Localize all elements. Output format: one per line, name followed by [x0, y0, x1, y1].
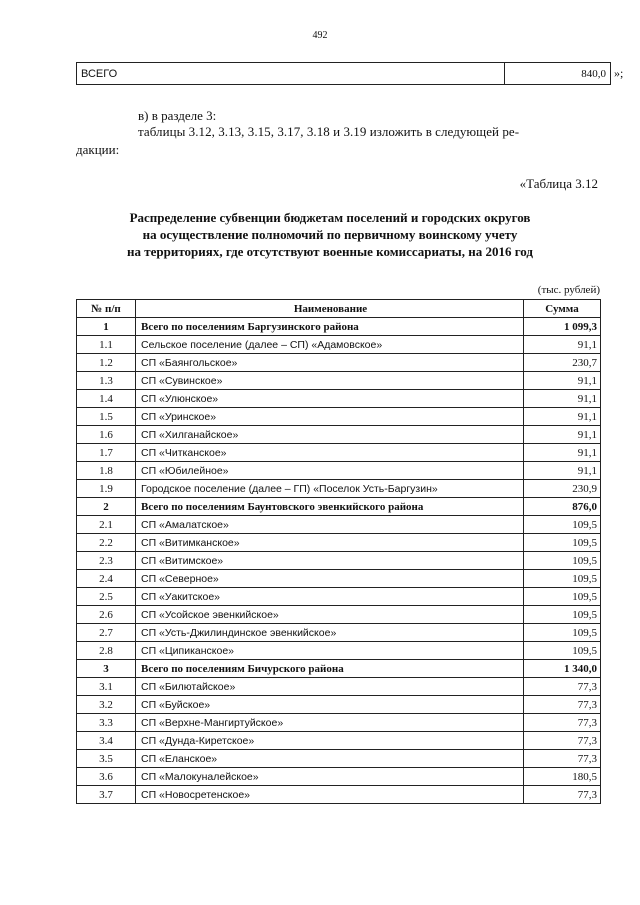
row-number: 1.7	[77, 444, 136, 462]
row-name: СП «Ципиканское»	[136, 642, 524, 660]
table-row	[77, 516, 601, 534]
row-number: 2.4	[77, 570, 136, 588]
row-number: 1.4	[77, 390, 136, 408]
row-number: 3	[77, 660, 136, 678]
row-number: 2.6	[77, 606, 136, 624]
table-row	[77, 786, 601, 804]
row-number: 1.5	[77, 408, 136, 426]
row-name: СП «Витимское»	[136, 552, 524, 570]
table-row	[77, 606, 601, 624]
row-number: 3.4	[77, 732, 136, 750]
row-number: 1.8	[77, 462, 136, 480]
row-sum: 91,1	[524, 444, 601, 462]
table-row	[77, 480, 601, 498]
row-sum: 109,5	[524, 570, 601, 588]
row-number: 2.3	[77, 552, 136, 570]
table-row	[77, 426, 601, 444]
row-name: СП «Сувинское»	[136, 372, 524, 390]
row-name: СП «Усойское эвенкийское»	[136, 606, 524, 624]
row-name: СП «Витимканское»	[136, 534, 524, 552]
row-sum: 91,1	[524, 462, 601, 480]
row-number: 2.7	[77, 624, 136, 642]
row-sum: 109,5	[524, 516, 601, 534]
row-sum: 77,3	[524, 714, 601, 732]
row-sum: 91,1	[524, 408, 601, 426]
row-sum: 77,3	[524, 750, 601, 768]
table-row	[77, 624, 601, 642]
table-row	[77, 732, 601, 750]
header-name: Наименование	[136, 300, 524, 318]
table-reference: «Таблица 3.12	[519, 176, 598, 191]
table-row	[77, 696, 601, 714]
row-sum: 109,5	[524, 588, 601, 606]
table-row	[77, 552, 601, 570]
row-name: СП «Амалатское»	[136, 516, 524, 534]
row-number: 1.9	[77, 480, 136, 498]
row-name: Всего по поселениям Бичурского района	[136, 660, 524, 678]
units-label: (тыс. рублей)	[537, 284, 600, 296]
row-sum: 109,5	[524, 606, 601, 624]
row-sum: 230,7	[524, 354, 601, 372]
table-row	[77, 714, 601, 732]
row-number: 3.5	[77, 750, 136, 768]
table-title	[80, 209, 580, 260]
row-number: 3.6	[77, 768, 136, 786]
paragraph-line-2: таблицы 3.12, 3.13, 3.15, 3.17, 3.18 и 3.19 изложить в следующей ре-	[138, 124, 520, 139]
row-sum: 91,1	[524, 390, 601, 408]
table-row	[77, 408, 601, 426]
table-row	[77, 534, 601, 552]
header-number: № п/п	[77, 300, 136, 318]
row-name: Сельское поселение (далее – СП) «Адамовское»	[136, 336, 524, 354]
row-name: СП «Дунда-Киретское»	[136, 732, 524, 750]
title-line-1: Распределение субвенции бюджетам поселений и городских округов	[129, 210, 531, 225]
row-sum: 77,3	[524, 732, 601, 750]
total-table	[76, 62, 611, 85]
row-name: СП «Юбилейное»	[136, 462, 524, 480]
row-name: СП «Северное»	[136, 570, 524, 588]
table-row	[77, 372, 601, 390]
row-number: 2.2	[77, 534, 136, 552]
table-body	[77, 318, 601, 804]
total-row	[77, 63, 611, 85]
row-name: Всего по поселениям Баргузинского района	[136, 318, 524, 336]
table-group-row	[77, 660, 601, 678]
row-sum: 91,1	[524, 426, 601, 444]
total-suffix: »;	[614, 66, 624, 80]
row-number: 1.1	[77, 336, 136, 354]
row-number: 2.8	[77, 642, 136, 660]
row-name: СП «Баянгольское»	[136, 354, 524, 372]
row-name: СП «Верхне-Мангиртуйское»	[136, 714, 524, 732]
row-number: 1.6	[77, 426, 136, 444]
total-label: ВСЕГО	[77, 63, 505, 85]
row-name: Всего по поселениям Баунтовского эвенкийского района	[136, 498, 524, 516]
row-name: СП «Улюнское»	[136, 390, 524, 408]
row-name: СП «Буйское»	[136, 696, 524, 714]
table-row	[77, 768, 601, 786]
table-group-row	[77, 318, 601, 336]
row-sum: 91,1	[524, 336, 601, 354]
row-number: 1.3	[77, 372, 136, 390]
row-name: СП «Новосретенское»	[136, 786, 524, 804]
row-number: 2.5	[77, 588, 136, 606]
row-number: 3.7	[77, 786, 136, 804]
table-row	[77, 444, 601, 462]
row-name: СП «Усть-Джилиндинское эвенкийское»	[136, 624, 524, 642]
row-sum: 180,5	[524, 768, 601, 786]
table-row	[77, 390, 601, 408]
table-row	[77, 750, 601, 768]
paragraph-line-1: в) в разделе 3:	[138, 108, 217, 123]
page-number: 492	[312, 30, 328, 41]
row-number: 3.2	[77, 696, 136, 714]
row-number: 3.1	[77, 678, 136, 696]
title-line-3: на территориях, где отсутствуют военные комиссариаты, на 2016 год	[127, 244, 533, 259]
table-row	[77, 570, 601, 588]
row-name: СП «Уринское»	[136, 408, 524, 426]
row-name: СП «Хилганайское»	[136, 426, 524, 444]
table-row	[77, 678, 601, 696]
paragraph-line-3: дакции:	[76, 142, 120, 157]
row-name: СП «Уакитское»	[136, 588, 524, 606]
row-number: 1.2	[77, 354, 136, 372]
row-number: 2.1	[77, 516, 136, 534]
subvention-table	[76, 299, 601, 804]
table-row	[77, 354, 601, 372]
row-sum: 77,3	[524, 696, 601, 714]
table-group-row	[77, 498, 601, 516]
row-name: СП «Малокуналейское»	[136, 768, 524, 786]
table-row	[77, 462, 601, 480]
table-row	[77, 336, 601, 354]
row-number: 1	[77, 318, 136, 336]
header-sum: Сумма	[524, 300, 601, 318]
row-sum: 109,5	[524, 552, 601, 570]
row-sum: 77,3	[524, 786, 601, 804]
row-sum: 230,9	[524, 480, 601, 498]
row-name: Городское поселение (далее – ГП) «Поселок Усть-Баргузин»	[136, 480, 524, 498]
row-sum: 1 340,0	[524, 660, 601, 678]
row-sum: 876,0	[524, 498, 601, 516]
row-name: СП «Билютайское»	[136, 678, 524, 696]
table-row	[77, 588, 601, 606]
table-row	[77, 642, 601, 660]
title-line-2: на осуществление полномочий по первичному воинскому учету	[142, 227, 518, 242]
row-number: 2	[77, 498, 136, 516]
row-name: СП «Читканское»	[136, 444, 524, 462]
row-name: СП «Еланское»	[136, 750, 524, 768]
row-sum: 91,1	[524, 372, 601, 390]
row-sum: 77,3	[524, 678, 601, 696]
table-header-row	[77, 300, 601, 318]
row-sum: 109,5	[524, 624, 601, 642]
row-sum: 109,5	[524, 642, 601, 660]
row-number: 3.3	[77, 714, 136, 732]
row-sum: 1 099,3	[524, 318, 601, 336]
row-sum: 109,5	[524, 534, 601, 552]
total-value: 840,0	[505, 63, 611, 85]
